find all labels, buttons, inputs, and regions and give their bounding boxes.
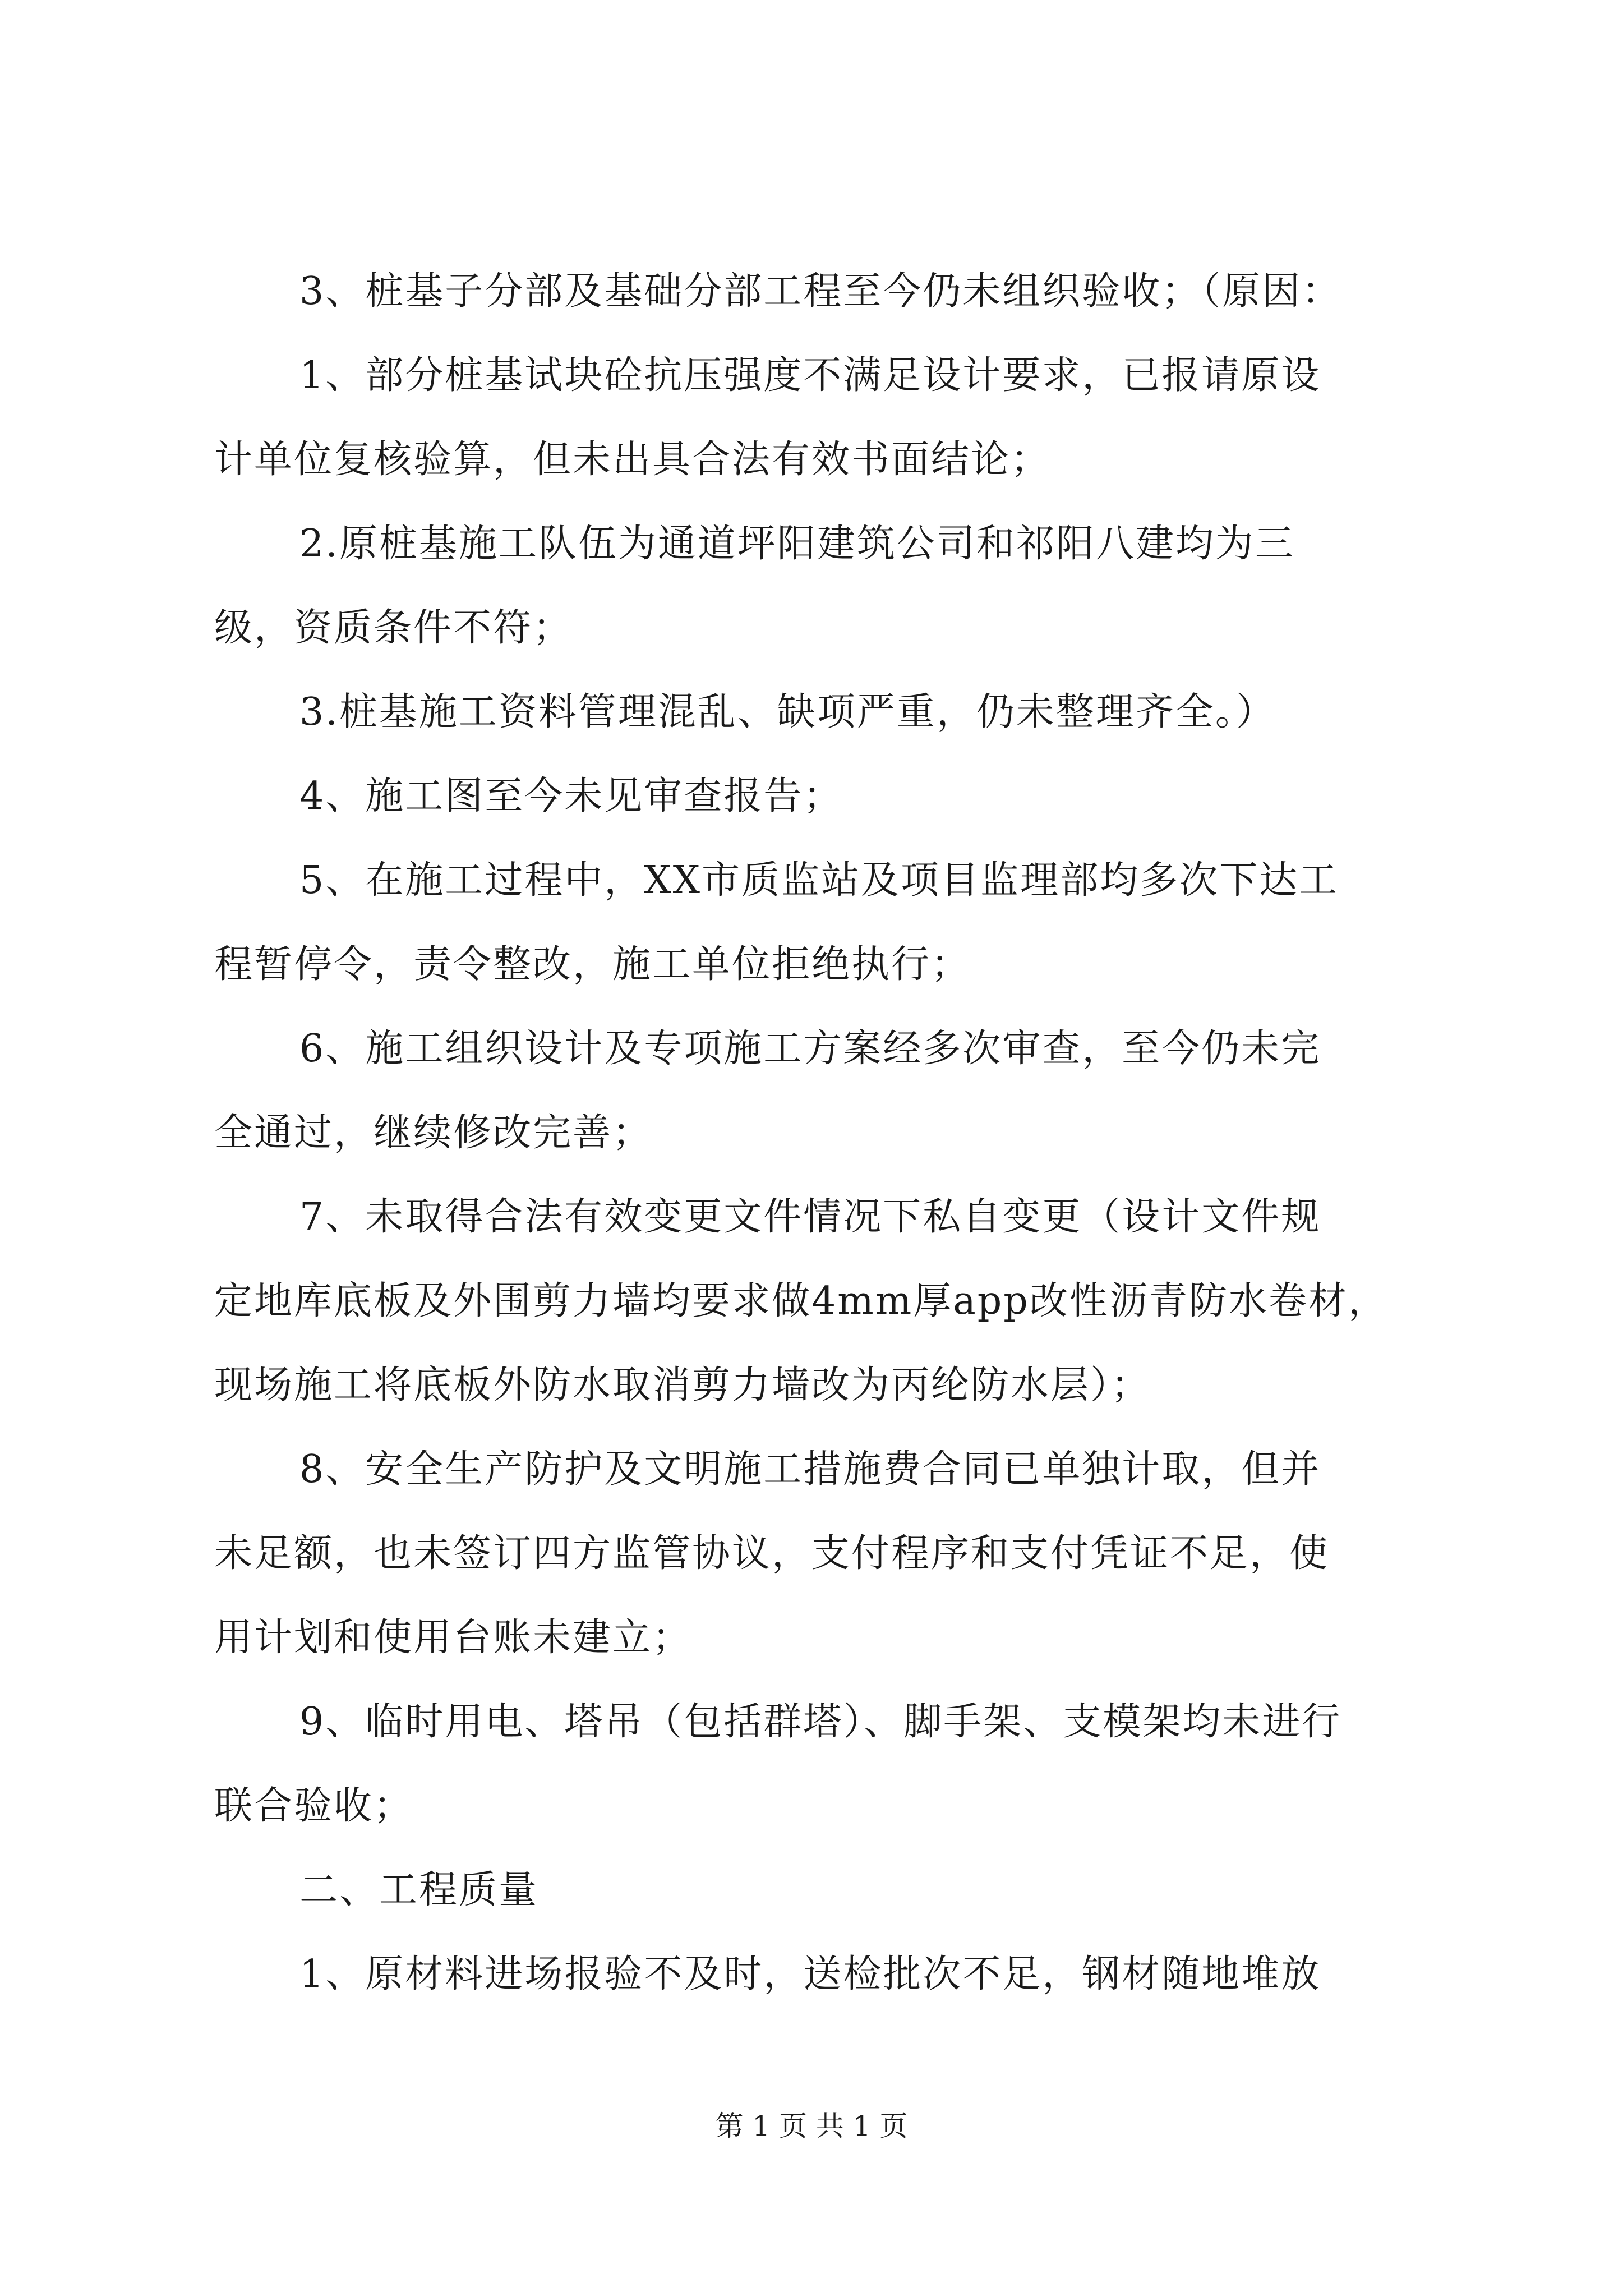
paragraph-10-line-1: 9、临时用电、塔吊（包括群塔）、脚手架、支模架均未进行 (299, 1700, 1342, 1744)
paragraph-9-line-3: 用计划和使用台账未建立； (214, 1616, 693, 1660)
paragraph-9-line-2: 未足额，也未签订四方监管协议，支付程序和支付凭证不足，使 (214, 1531, 1330, 1576)
paragraph-3-line-1: 2.原桩基施工队伍为通道坪阳建筑公司和祁阳八建均为三 (299, 522, 1295, 566)
paragraph-4-line-1: 3.桩基施工资料管理混乱、缺项严重，仍未整理齐全。） (299, 690, 1276, 734)
paragraph-9-line-1: 8、安全生产防护及文明施工措施费合同已单独计取，但并 (299, 1447, 1321, 1492)
paragraph-7-line-2: 全通过，继续修改完善； (214, 1111, 653, 1155)
paragraph-8-line-3: 现场施工将底板外防水取消剪力墙改为丙纶防水层）； (214, 1363, 1151, 1407)
paragraph-2-line-1: 1、部分桩基试块砼抗压强度不满足设计要求，已报请原设 (299, 353, 1321, 398)
paragraph-8-line-2: 定地库底板及外围剪力墙均要求做4mm厚app改性沥青防水卷材， (214, 1279, 1388, 1323)
paragraph-6-line-2: 程暂停令，责令整改，施工单位拒绝执行； (214, 942, 971, 987)
paragraph-1-line-1: 3、桩基子分部及基础分部工程至今仍未组织验收；（原因： (299, 269, 1342, 314)
paragraph-7-line-1: 6、施工组织设计及专项施工方案经多次审查，至今仍未完 (299, 1027, 1321, 1071)
paragraph-2-line-2: 计单位复核验算，但未出具合法有效书面结论； (214, 438, 1051, 482)
paragraph-8-line-1: 7、未取得合法有效变更文件情况下私自变更（设计文件规 (299, 1195, 1321, 1239)
paragraph-3-line-2: 级，资质条件不符； (214, 606, 573, 650)
paragraph-6-line-1: 5、在施工过程中，XX市质监站及项目监理部均多次下达工 (299, 858, 1339, 903)
page-number-footer: 第 1 页 共 1 页 (715, 2110, 908, 2142)
paragraph-12-line-1: 1、原材料进场报验不及时，送检批次不足，钢材随地堆放 (299, 1952, 1321, 1996)
paragraph-10-line-2: 联合验收； (214, 1784, 414, 1828)
paragraph-5-line-1: 4、施工图至今未见审查报告； (299, 774, 843, 818)
section-heading-engineering-quality: 二、工程质量 (299, 1868, 539, 1912)
